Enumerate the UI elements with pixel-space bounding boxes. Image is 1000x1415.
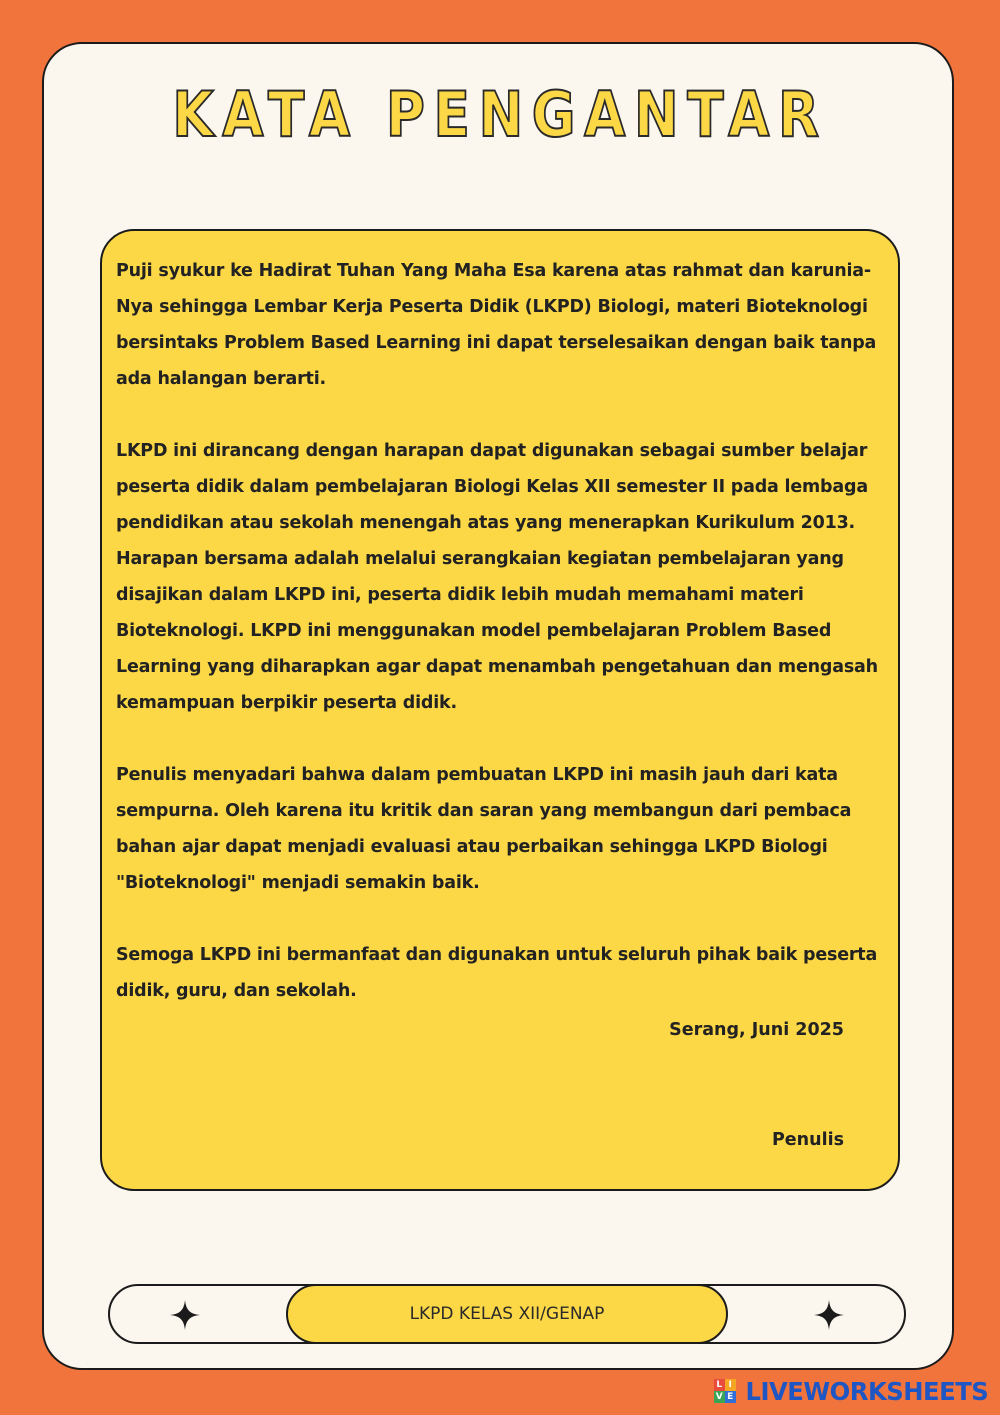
footer-label: LKPD KELAS XII/GENAP (286, 1284, 728, 1344)
paragraph-line: Semoga LKPD ini bermanfaat dan digunakan untuk seluruh pihak baik peserta (116, 945, 878, 965)
paragraph-line: bahan ajar dapat menjadi evaluasi atau perbaikan sehingga LKPD Biologi (116, 837, 828, 857)
paragraph-line: Harapan bersama adalah melalui serangkaian kegiatan pembelajaran yang (116, 549, 844, 569)
place-date: Serang, Juni 2025 (669, 1020, 844, 1040)
logo-letter: L (714, 1379, 725, 1391)
paragraph-line: didik, guru, dan sekolah. (116, 981, 357, 1001)
sparkle-icon (170, 1300, 200, 1330)
paragraph-line: disajikan dalam LKPD ini, peserta didik lebih mudah memahami materi (116, 585, 804, 605)
paragraph-line: pendidikan atau sekolah menengah atas yang menerapkan Kurikulum 2013. (116, 513, 856, 533)
paragraph-line: sempurna. Oleh karena itu kritik dan saran yang membangun dari pembaca (116, 801, 852, 821)
liveworksheets-logo (714, 1379, 736, 1403)
liveworksheets-watermark (714, 1374, 988, 1408)
logo-letter: V (714, 1391, 725, 1403)
paragraph-4 (116, 937, 876, 1009)
paragraph-line: peserta didik dalam pembelajaran Biologi Kelas XII semester II pada lembaga (116, 477, 868, 497)
paragraph-line: ada halangan berarti. (116, 369, 326, 389)
paragraph-line: Learning yang diharapkan agar dapat menambah pengetahuan dan mengasah (116, 657, 878, 677)
paragraph-line: Penulis menyadari bahwa dalam pembuatan LKPD ini masih jauh dari kata (116, 765, 838, 785)
logo-letter: E (725, 1391, 736, 1403)
logo-letter: I (725, 1379, 736, 1391)
paragraph-line: "Bioteknologi" menjadi semakin baik. (116, 873, 480, 893)
sparkle-icon (814, 1300, 844, 1330)
watermark-text: LIVEWORKSHEETS (745, 1376, 988, 1406)
signature: Penulis (771, 1130, 844, 1150)
paragraph-line: Nya sehingga Lembar Kerja Peserta Didik (LKPD) Biologi, materi Bioteknologi (116, 297, 868, 317)
paragraph-line: Puji syukur ke Hadirat Tuhan Yang Maha Esa karena atas rahmat dan karunia- (116, 261, 871, 281)
paragraph-line: LKPD ini dirancang dengan harapan dapat digunakan sebagai sumber belajar (116, 441, 868, 461)
paragraph-2 (116, 433, 876, 721)
paragraph-line: Bioteknologi. LKPD ini menggunakan model pembelajaran Problem Based (116, 621, 832, 641)
page-title: KATA PENGANTAR (172, 78, 828, 151)
paragraph-3 (116, 757, 876, 901)
paragraph-line: kemampuan berpikir peserta didik. (116, 693, 457, 713)
paragraph-line: bersintaks Problem Based Learning ini dapat terselesaikan dengan baik tanpa (116, 333, 877, 353)
paragraph-1 (116, 253, 876, 397)
